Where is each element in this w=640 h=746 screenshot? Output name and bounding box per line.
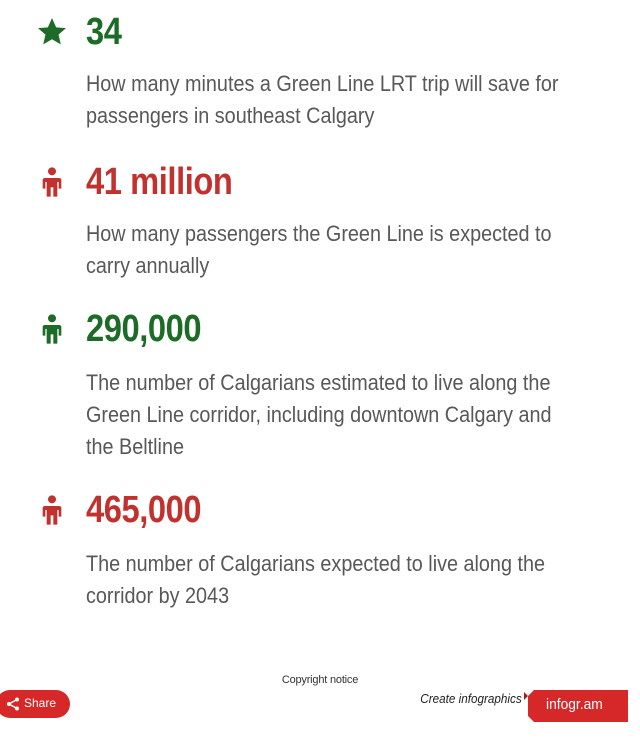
stat-description [86, 367, 590, 463]
copyright-notice[interactable]: Copyright notice [281, 674, 359, 686]
stat-description [86, 68, 590, 132]
star-icon [36, 16, 68, 48]
stat-value: 290,000 [86, 308, 202, 350]
description-line: the Beltline [86, 434, 184, 459]
description-line: How many passengers the Green Line is expected to [86, 221, 552, 246]
description-line: Green Line corridor, including downtown Calgary and [86, 402, 552, 427]
share-label: Share [24, 696, 57, 710]
description-line: corridor by 2043 [86, 583, 230, 608]
stat-value: 41 million [86, 161, 233, 203]
description-line: passengers in southeast Calgary [86, 103, 375, 128]
infogram-logo-link[interactable] [524, 690, 628, 722]
description-line: How many minutes a Green Line LRT trip will save for [86, 71, 559, 96]
description-line: The number of Calgarians estimated to live along the [86, 370, 551, 395]
stat-header [0, 10, 640, 54]
stat-header [0, 160, 640, 204]
person-icon [36, 313, 68, 345]
stat-value: 465,000 [86, 489, 202, 531]
stat-value: 34 [86, 11, 122, 53]
description-line: carry annually [86, 253, 210, 278]
share-icon [6, 697, 20, 711]
stat-description [86, 218, 590, 282]
person-icon [36, 166, 68, 198]
brand-label: infogr.am [546, 696, 603, 713]
stat-header [0, 307, 640, 351]
stat-description [86, 548, 590, 612]
person-icon [36, 494, 68, 526]
share-button[interactable] [0, 690, 70, 718]
stat-header [0, 488, 640, 532]
create-infographics-link[interactable]: Create infographics [420, 691, 522, 706]
description-line: The number of Calgarians expected to live along the [86, 551, 545, 576]
